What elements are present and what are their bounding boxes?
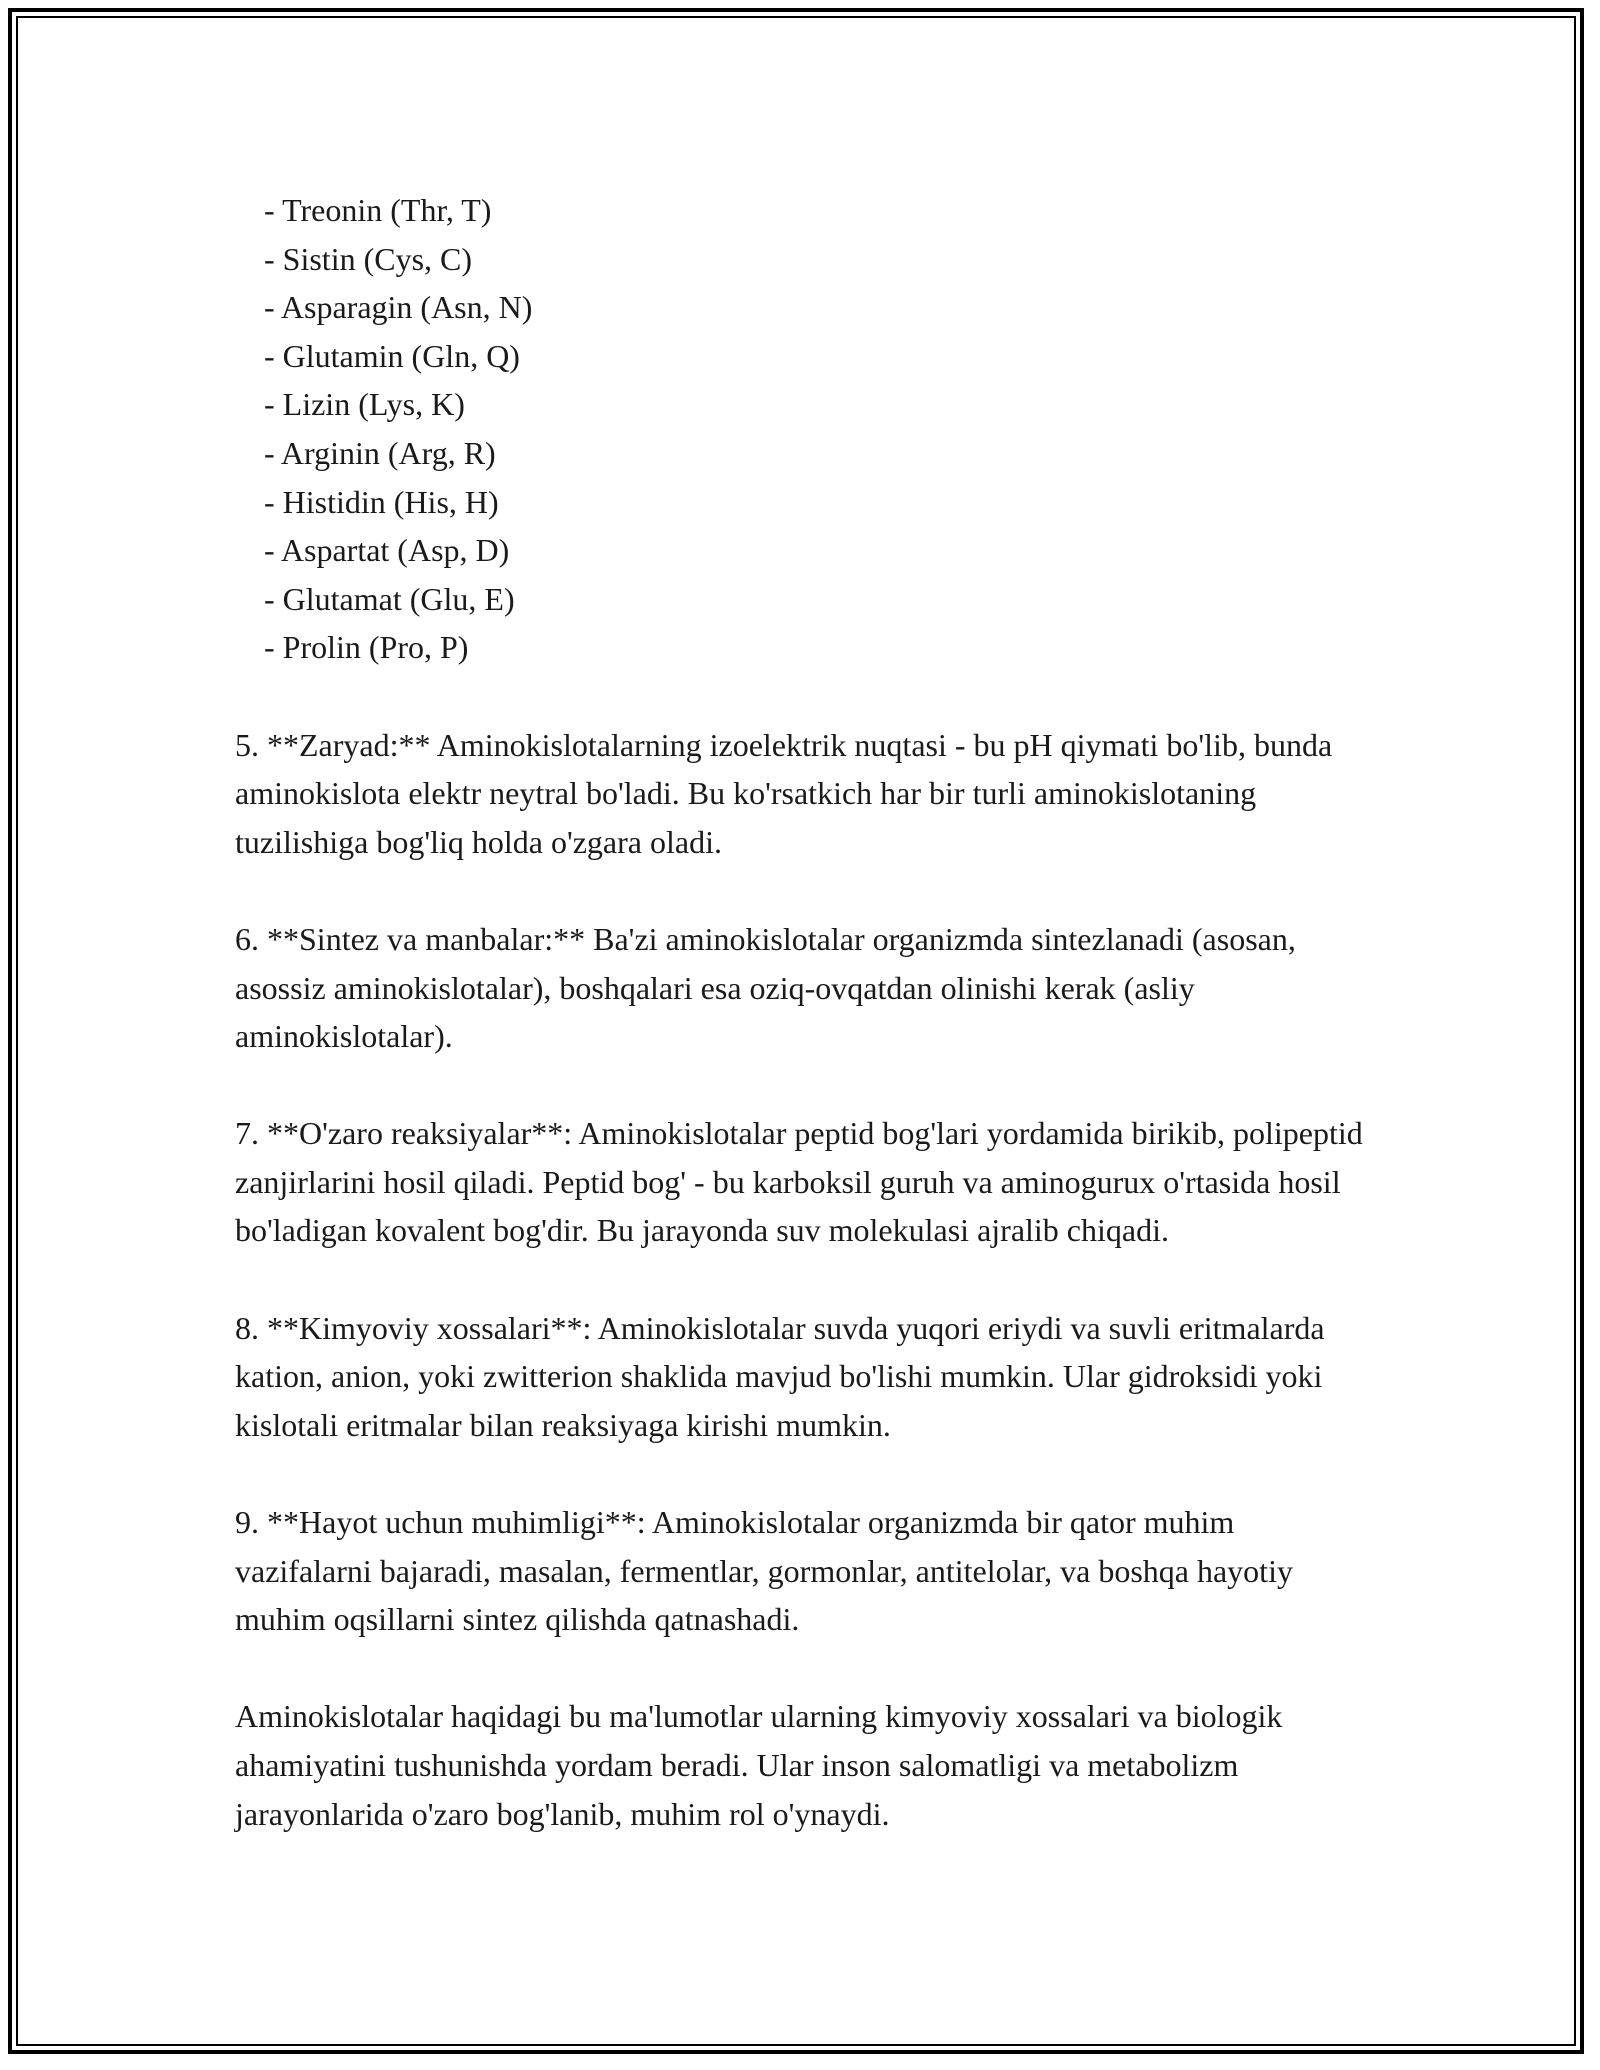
list-item: - Lizin (Lys, K) xyxy=(264,386,465,423)
list-item: - Sistin (Cys, C) xyxy=(264,240,473,277)
list-item: - Histidin (His, H) xyxy=(264,483,499,520)
paragraph-sintez: 6. **Sintez va manbalar:** Ba'zi aminokislotalar organizmda sintezlanadi (asosan, asossiz aminokislotalar), boshqalari esa oziq-ovqatdan olinishi kerak (asliy aminokislotalar). xyxy=(235,920,1296,1055)
list-item: - Prolin (Pro, P) xyxy=(264,629,469,666)
list-item: - Treonin (Thr, T) xyxy=(264,192,492,228)
list-item: - Glutamat (Glu, E) xyxy=(264,580,515,617)
list-item: - Glutamin (Gln, Q) xyxy=(264,337,520,374)
paragraph-zaryad: 5. **Zaryad:** Aminokislotalarning izoelektrik nuqtasi - bu pH qiymati bo'lib, bunda aminokislota elektr neytral bo'ladi. Bu ko'rsatkich har bir turli aminokislotaning tuzilishiga bog'liq holda o'zgara oladi. xyxy=(235,726,1333,860)
list-item: - Arginin (Arg, R) xyxy=(264,434,496,471)
paragraph-conclusion: Aminokislotalar haqidagi bu ma'lumotlar ularning kimyoviy xossalari va biologik ahamiyatini tushunishda yordam beradi. Ular inson salomatligi va metabolizm jarayonlarida o'zaro bog'lanib, muhim rol o'ynaydi. xyxy=(235,1698,1283,1832)
amino-acid-list xyxy=(235,186,1375,672)
list-item: - Aspartat (Asp, D) xyxy=(264,532,510,569)
paragraph-reaksiyalar: 7. **O'zaro reaksiyalar**: Aminokislotalar peptid bog'lari yordamida birikib, polipeptid zanjirlarini hosil qiladi. Peptid bog' - bu karboksil guruh va aminogurux o'rtasida hosil bo'ladigan kovalent bog'dir. Bu jarayonda suv molekulasi ajralib chiqadi. xyxy=(235,1115,1363,1249)
list-item: - Asparagin (Asn, N) xyxy=(264,289,533,326)
document-body xyxy=(235,186,1375,1838)
paragraph-kimyoviy: 8. **Kimyoviy xossalari**: Aminokislotalar suvda yuqori eriydi va suvli eritmalarda kation, anion, yoki zwitterion shaklida mavjud bo'lishi mumkin. Ular gidroksidi yoki kislotali eritmalar bilan reaksiyaga kirishi mumkin. xyxy=(235,1309,1325,1443)
paragraph-hayot: 9. **Hayot uchun muhimligi**: Aminokislotalar organizmda bir qator muhim vazifalarni bajaradi, masalan, fermentlar, gormonlar, antitelolar, va boshqa hayotiy muhim oqsillarni sintez qilishda qatnashadi. xyxy=(235,1504,1293,1638)
